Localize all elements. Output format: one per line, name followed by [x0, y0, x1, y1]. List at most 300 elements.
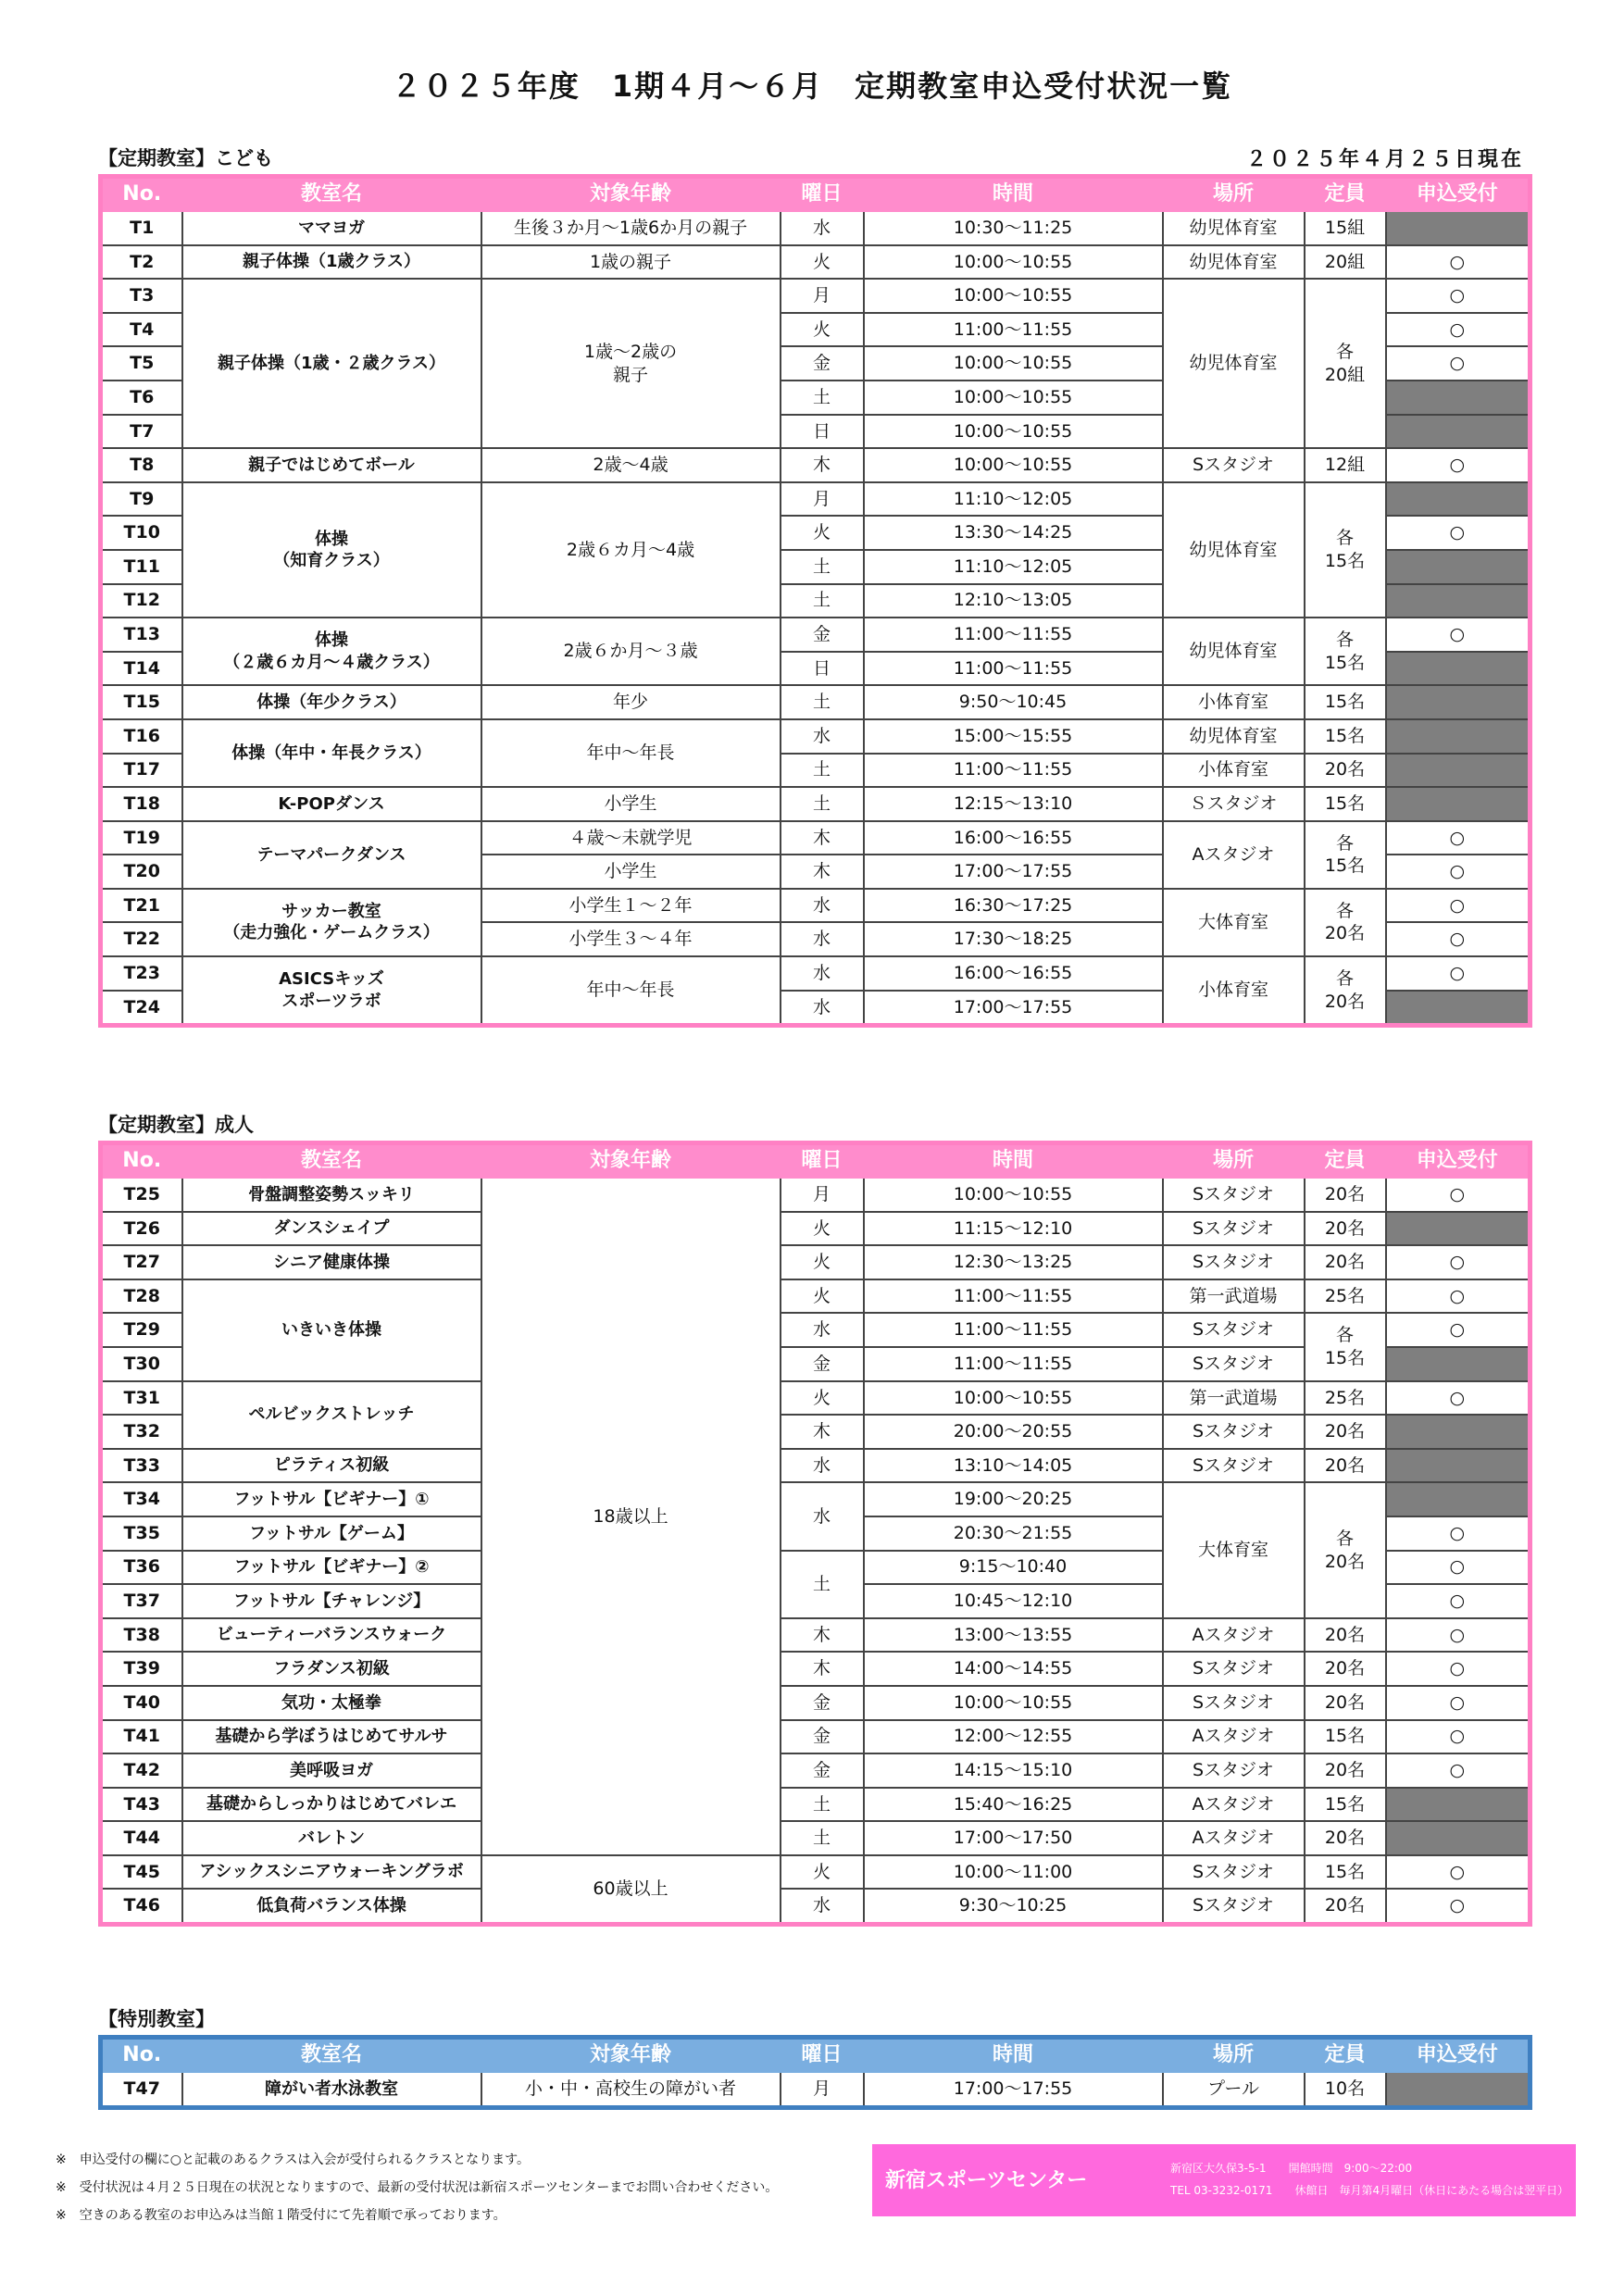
- time-cell: 13:00～13:55: [864, 1618, 1163, 1653]
- no-cell: T5: [101, 346, 182, 381]
- time-cell: 11:00～11:55: [864, 754, 1163, 788]
- time-cell: 20:30～21:55: [864, 1516, 1163, 1551]
- class-name-cell: K-POPダンス: [182, 787, 481, 821]
- status-cell: [1386, 685, 1530, 719]
- status-cell: [1386, 1347, 1530, 1381]
- class-name-cell: 体操（年中・年長クラス）: [182, 719, 481, 787]
- table-row: [101, 448, 1530, 482]
- status-cell: ○: [1386, 618, 1530, 652]
- capacity-cell: 15名: [1305, 787, 1386, 821]
- day-cell: 水: [781, 211, 864, 245]
- table-header-row: [101, 177, 1530, 212]
- class-name-cell: 体操 （２歳６カ月～４歳クラス）: [182, 618, 481, 685]
- age-cell: 年中～年長: [481, 719, 781, 787]
- age-cell: 生後３か月～1歳6か月の親子: [481, 211, 781, 245]
- status-cell: ○: [1386, 1720, 1530, 1754]
- no-cell: T25: [101, 1178, 182, 1212]
- class-name-cell: シニア健康体操: [182, 1245, 481, 1279]
- no-cell: T30: [101, 1347, 182, 1381]
- status-cell: [1386, 652, 1530, 686]
- time-cell: 12:00～12:55: [864, 1720, 1163, 1754]
- class-name-cell: 親子体操（1歳クラス）: [182, 245, 481, 280]
- no-cell: T13: [101, 618, 182, 652]
- capacity-cell: 各 15名: [1305, 618, 1386, 685]
- no-cell: T23: [101, 956, 182, 991]
- age-cell: 60歳以上: [481, 1855, 781, 1925]
- age-cell: 1歳～2歳の 親子: [481, 279, 781, 448]
- time-cell: 12:30～13:25: [864, 1245, 1163, 1279]
- status-cell: ○: [1386, 1279, 1530, 1314]
- no-cell: T11: [101, 550, 182, 584]
- status-cell: ○: [1386, 1686, 1530, 1720]
- no-cell: T41: [101, 1720, 182, 1754]
- status-cell: ○: [1386, 1313, 1530, 1347]
- center-name: 新宿スポーツセンター: [885, 2169, 1088, 2192]
- status-cell: ○: [1386, 1584, 1530, 1618]
- place-cell: Sスタジオ: [1163, 1889, 1305, 1924]
- time-cell: 10:00～10:55: [864, 381, 1163, 415]
- time-cell: 14:15～15:10: [864, 1753, 1163, 1788]
- no-cell: T36: [101, 1551, 182, 1585]
- closed-label: 休館日: [1294, 2184, 1329, 2197]
- table-row: [101, 1618, 1530, 1653]
- day-cell: 月: [781, 1178, 864, 1212]
- no-cell: T20: [101, 855, 182, 889]
- day-cell: 木: [781, 855, 864, 889]
- note: ※ 申込受付の欄に○と記載のあるクラスは入会が受付られるクラスとなります。: [56, 2152, 530, 2167]
- capacity-cell: 20名: [1305, 1753, 1386, 1788]
- class-name-cell: フットサル【ゲーム】: [182, 1516, 481, 1551]
- status-cell: [1386, 584, 1530, 618]
- no-cell: T46: [101, 1889, 182, 1924]
- notes: [56, 2146, 778, 2229]
- time-cell: 9:30～10:25: [864, 1889, 1163, 1924]
- no-cell: T17: [101, 754, 182, 788]
- day-cell: 金: [781, 1347, 864, 1381]
- status-cell: ○: [1386, 1889, 1530, 1924]
- capacity-cell: 20名: [1305, 1618, 1386, 1653]
- capacity-cell: 15名: [1305, 1720, 1386, 1754]
- day-cell: 土: [781, 787, 864, 821]
- status-cell: [1386, 1415, 1530, 1449]
- column-header: 場所: [1163, 1143, 1305, 1179]
- status-cell: [1386, 991, 1530, 1026]
- day-cell: 火: [781, 1381, 864, 1416]
- class-name-cell: ピラティス初級: [182, 1449, 481, 1483]
- place-cell: Sスタジオ: [1163, 1686, 1305, 1720]
- capacity-cell: 20名: [1305, 1449, 1386, 1483]
- column-header: 時間: [864, 2038, 1163, 2073]
- status-cell: [1386, 2072, 1530, 2107]
- status-cell: ○: [1386, 1381, 1530, 1416]
- day-cell: 木: [781, 1415, 864, 1449]
- table-row: [101, 821, 1530, 855]
- time-cell: 12:10～13:05: [864, 584, 1163, 618]
- class-name-cell: 骨盤調整姿勢スッキリ: [182, 1178, 481, 1212]
- place-cell: 幼児体育室: [1163, 245, 1305, 280]
- time-cell: 11:10～12:05: [864, 550, 1163, 584]
- no-cell: T32: [101, 1415, 182, 1449]
- status-cell: [1386, 1482, 1530, 1516]
- class-name-cell: 基礎から学ぼうはじめてサルサ: [182, 1720, 481, 1754]
- status-cell: ○: [1386, 1245, 1530, 1279]
- column-header: 対象年齢: [481, 2038, 781, 2073]
- time-cell: 10:00～10:55: [864, 448, 1163, 482]
- day-cell: 水: [781, 889, 864, 923]
- capacity-cell: 各 15名: [1305, 482, 1386, 618]
- no-cell: T21: [101, 889, 182, 923]
- capacity-cell: 20名: [1305, 1821, 1386, 1855]
- time-cell: 17:00～17:55: [864, 855, 1163, 889]
- capacity-cell: 20名: [1305, 1889, 1386, 1924]
- place-cell: Sスタジオ: [1163, 1449, 1305, 1483]
- place-cell: 小体育室: [1163, 754, 1305, 788]
- day-cell: 火: [781, 1245, 864, 1279]
- day-cell: 土: [781, 1551, 864, 1618]
- day-cell: 水: [781, 1449, 864, 1483]
- place-cell: Sスタジオ: [1163, 448, 1305, 482]
- class-name-cell: フラダンス初級: [182, 1652, 481, 1686]
- place-cell: 幼児体育室: [1163, 211, 1305, 245]
- day-cell: 土: [781, 1788, 864, 1822]
- class-name-cell: バレトン: [182, 1821, 481, 1855]
- status-cell: ○: [1386, 1652, 1530, 1686]
- time-cell: 10:00～10:55: [864, 245, 1163, 280]
- time-cell: 16:00～16:55: [864, 956, 1163, 991]
- table-row: [101, 482, 1530, 517]
- day-cell: 土: [781, 1821, 864, 1855]
- day-cell: 火: [781, 1212, 864, 1246]
- age-cell: 小学生３～４年: [481, 922, 781, 956]
- class-name-cell: アシックスシニアウォーキングラボ: [182, 1855, 481, 1890]
- day-cell: 木: [781, 448, 864, 482]
- place-cell: 幼児体育室: [1163, 482, 1305, 618]
- place-cell: Aスタジオ: [1163, 1720, 1305, 1754]
- no-cell: T22: [101, 922, 182, 956]
- capacity-cell: 15名: [1305, 685, 1386, 719]
- place-cell: 小体育室: [1163, 685, 1305, 719]
- table-row: [101, 1279, 1530, 1314]
- table-row: [101, 1482, 1530, 1516]
- time-cell: 17:00～17:55: [864, 991, 1163, 1026]
- table-row: [101, 211, 1530, 245]
- no-cell: T34: [101, 1482, 182, 1516]
- time-cell: 15:00～15:55: [864, 719, 1163, 754]
- place-cell: Sスタジオ: [1163, 1245, 1305, 1279]
- table-row: [101, 1245, 1530, 1279]
- capacity-cell: 各 20名: [1305, 1482, 1386, 1617]
- column-header: 教室名: [182, 177, 481, 212]
- no-cell: T19: [101, 821, 182, 855]
- day-cell: 水: [781, 991, 864, 1026]
- place-cell: 第一武道場: [1163, 1381, 1305, 1416]
- class-name-cell: フットサル【ビギナー】①: [182, 1482, 481, 1516]
- no-cell: T24: [101, 991, 182, 1026]
- age-cell: 2歳～4歳: [481, 448, 781, 482]
- no-cell: T37: [101, 1584, 182, 1618]
- column-header: No.: [101, 1143, 182, 1179]
- capacity-cell: 20名: [1305, 1415, 1386, 1449]
- day-cell: 水: [781, 956, 864, 991]
- status-cell: [1386, 482, 1530, 517]
- class-name-cell: 低負荷バランス体操: [182, 1889, 481, 1924]
- class-name-cell: 体操 （知育クラス）: [182, 482, 481, 618]
- kids-section-label: 【定期教室】こども: [98, 147, 273, 169]
- column-header: 対象年齢: [481, 177, 781, 212]
- no-cell: T14: [101, 652, 182, 686]
- capacity-cell: 10名: [1305, 2072, 1386, 2107]
- day-cell: 木: [781, 1652, 864, 1686]
- column-header: 時間: [864, 1143, 1163, 1179]
- time-cell: 10:00～10:55: [864, 279, 1163, 313]
- no-cell: T1: [101, 211, 182, 245]
- no-cell: T18: [101, 787, 182, 821]
- day-cell: 土: [781, 550, 864, 584]
- capacity-cell: 20名: [1305, 754, 1386, 788]
- status-cell: ○: [1386, 1618, 1530, 1653]
- place-cell: Sスタジオ: [1163, 1753, 1305, 1788]
- no-cell: T31: [101, 1381, 182, 1416]
- status-cell: [1386, 415, 1530, 449]
- table-row: [101, 1753, 1530, 1788]
- class-name-cell: 体操（年少クラス）: [182, 685, 481, 719]
- time-cell: 11:00～11:55: [864, 1347, 1163, 1381]
- class-name-cell: いきいき体操: [182, 1279, 481, 1381]
- place-cell: Sスタジオ: [1163, 1347, 1305, 1381]
- time-cell: 9:15～10:40: [864, 1551, 1163, 1585]
- time-cell: 13:30～14:25: [864, 516, 1163, 550]
- class-name-cell: サッカー教室 （走力強化・ゲームクラス）: [182, 889, 481, 956]
- no-cell: T3: [101, 279, 182, 313]
- place-cell: Aスタジオ: [1163, 1618, 1305, 1653]
- no-cell: T6: [101, 381, 182, 415]
- no-cell: T12: [101, 584, 182, 618]
- age-cell: 2歳６カ月～4歳: [481, 482, 781, 618]
- status-cell: ○: [1386, 1551, 1530, 1585]
- column-header: 場所: [1163, 177, 1305, 212]
- closed-value: 毎月第4月曜日（休日にあたる場合は翌平日）: [1339, 2184, 1569, 2197]
- capacity-cell: 25名: [1305, 1381, 1386, 1416]
- place-cell: Sスタジオ: [1163, 1855, 1305, 1890]
- as-of-date: ２０２５年４月２５日現在: [1245, 148, 1524, 171]
- column-header: 定員: [1305, 1143, 1386, 1179]
- no-cell: T27: [101, 1245, 182, 1279]
- capacity-cell: 各 20名: [1305, 956, 1386, 1026]
- age-cell: ４歳～未就学児: [481, 821, 781, 855]
- place-cell: Aスタジオ: [1163, 821, 1305, 889]
- day-cell: 金: [781, 1686, 864, 1720]
- table-row: [101, 1720, 1530, 1754]
- time-cell: 11:00～11:55: [864, 313, 1163, 347]
- place-cell: Sスタジオ: [1163, 1313, 1305, 1347]
- table-row: [101, 1381, 1530, 1416]
- class-name-cell: 親子体操（1歳・２歳クラス）: [182, 279, 481, 448]
- class-name-cell: ママヨガ: [182, 211, 481, 245]
- time-cell: 15:40～16:25: [864, 1788, 1163, 1822]
- status-cell: ○: [1386, 922, 1530, 956]
- place-cell: Aスタジオ: [1163, 1821, 1305, 1855]
- time-cell: 11:00～11:55: [864, 652, 1163, 686]
- center-info-box: [872, 2144, 1576, 2216]
- place-cell: 幼児体育室: [1163, 719, 1305, 754]
- place-cell: Sスタジオ: [1163, 1212, 1305, 1246]
- status-cell: ○: [1386, 1178, 1530, 1212]
- no-cell: T44: [101, 1821, 182, 1855]
- no-cell: T28: [101, 1279, 182, 1314]
- table-header-row: [101, 2038, 1530, 2073]
- table-row: [101, 1821, 1530, 1855]
- day-cell: 土: [781, 584, 864, 618]
- day-cell: 金: [781, 618, 864, 652]
- table-row: [101, 245, 1530, 280]
- column-header: 定員: [1305, 2038, 1386, 2073]
- age-cell: 小学生: [481, 855, 781, 889]
- class-name-cell: 障がい者水泳教室: [182, 2072, 481, 2107]
- class-name-cell: 美呼吸ヨガ: [182, 1753, 481, 1788]
- status-cell: [1386, 1788, 1530, 1822]
- day-cell: 火: [781, 516, 864, 550]
- status-cell: [1386, 381, 1530, 415]
- status-cell: [1386, 1821, 1530, 1855]
- adult-schedule-table: [98, 1141, 1532, 1927]
- column-header: 申込受付: [1386, 177, 1530, 212]
- time-cell: 9:50～10:45: [864, 685, 1163, 719]
- special-schedule-table: [98, 2035, 1532, 2110]
- time-cell: 17:00～17:50: [864, 1821, 1163, 1855]
- time-cell: 11:10～12:05: [864, 482, 1163, 517]
- time-cell: 11:00～11:55: [864, 618, 1163, 652]
- day-cell: 木: [781, 1618, 864, 1653]
- status-cell: ○: [1386, 1516, 1530, 1551]
- class-name-cell: ビューティーバランスウォーク: [182, 1618, 481, 1653]
- day-cell: 水: [781, 1482, 864, 1550]
- day-cell: 火: [781, 313, 864, 347]
- time-cell: 16:00～16:55: [864, 821, 1163, 855]
- day-cell: 金: [781, 1720, 864, 1754]
- table-row: [101, 279, 1530, 313]
- time-cell: 10:00～10:55: [864, 1381, 1163, 1416]
- status-cell: ○: [1386, 516, 1530, 550]
- center-address: 新宿区大久保3-5-1: [1170, 2162, 1267, 2175]
- class-name-cell: 基礎からしっかりはじめてバレエ: [182, 1788, 481, 1822]
- day-cell: 水: [781, 922, 864, 956]
- no-cell: T35: [101, 1516, 182, 1551]
- no-cell: T8: [101, 448, 182, 482]
- place-cell: 大体育室: [1163, 889, 1305, 956]
- place-cell: Ｓスタジオ: [1163, 787, 1305, 821]
- status-cell: ○: [1386, 889, 1530, 923]
- column-header: 教室名: [182, 1143, 481, 1179]
- table-header-row: [101, 1143, 1530, 1179]
- table-row: [101, 1652, 1530, 1686]
- age-cell: 小学生１～２年: [481, 889, 781, 923]
- age-cell: 1歳の親子: [481, 245, 781, 280]
- capacity-cell: 各 15名: [1305, 821, 1386, 889]
- table-row: [101, 1178, 1530, 1212]
- time-cell: 14:00～14:55: [864, 1652, 1163, 1686]
- class-name-cell: フットサル【ビギナー】②: [182, 1551, 481, 1585]
- time-cell: 11:00～11:55: [864, 1313, 1163, 1347]
- table-row: [101, 889, 1530, 923]
- place-cell: 第一武道場: [1163, 1279, 1305, 1314]
- no-cell: T15: [101, 685, 182, 719]
- place-cell: 幼児体育室: [1163, 618, 1305, 685]
- table-row: [101, 1889, 1530, 1924]
- status-cell: ○: [1386, 346, 1530, 381]
- no-cell: T2: [101, 245, 182, 280]
- capacity-cell: 各 15名: [1305, 1313, 1386, 1380]
- time-cell: 10:00～10:55: [864, 1686, 1163, 1720]
- no-cell: T10: [101, 516, 182, 550]
- capacity-cell: 20名: [1305, 1178, 1386, 1212]
- status-cell: ○: [1386, 245, 1530, 280]
- time-cell: 20:00～20:55: [864, 1415, 1163, 1449]
- page-title: ２０２５年度 1期４月～６月 定期教室申込受付状況一覧: [391, 69, 1233, 104]
- status-cell: [1386, 550, 1530, 584]
- time-cell: 11:00～11:55: [864, 1279, 1163, 1314]
- place-cell: 大体育室: [1163, 1482, 1305, 1617]
- no-cell: T42: [101, 1753, 182, 1788]
- status-cell: [1386, 787, 1530, 821]
- place-cell: 小体育室: [1163, 956, 1305, 1026]
- column-header: 時間: [864, 177, 1163, 212]
- table-row: [101, 787, 1530, 821]
- place-cell: Sスタジオ: [1163, 1178, 1305, 1212]
- kids-schedule-table: [98, 174, 1532, 1028]
- day-cell: 火: [781, 1279, 864, 1314]
- day-cell: 水: [781, 1313, 864, 1347]
- column-header: 場所: [1163, 2038, 1305, 2073]
- time-cell: 17:30～18:25: [864, 922, 1163, 956]
- table-row: [101, 618, 1530, 652]
- time-cell: 10:00～11:00: [864, 1855, 1163, 1890]
- special-section-label: 【特別教室】: [98, 2008, 215, 2030]
- no-cell: T4: [101, 313, 182, 347]
- age-cell: 年中～年長: [481, 956, 781, 1026]
- class-name-cell: 気功・太極拳: [182, 1686, 481, 1720]
- no-cell: T45: [101, 1855, 182, 1890]
- capacity-cell: 各 20組: [1305, 279, 1386, 448]
- age-cell: 2歳６か月～３歳: [481, 618, 781, 685]
- age-cell: 年少: [481, 685, 781, 719]
- day-cell: 土: [781, 754, 864, 788]
- day-cell: 月: [781, 279, 864, 313]
- place-cell: 幼児体育室: [1163, 279, 1305, 448]
- capacity-cell: 15名: [1305, 1855, 1386, 1890]
- no-cell: T7: [101, 415, 182, 449]
- day-cell: 木: [781, 821, 864, 855]
- column-header: 申込受付: [1386, 1143, 1530, 1179]
- status-cell: ○: [1386, 313, 1530, 347]
- class-name-cell: ペルビックストレッチ: [182, 1381, 481, 1449]
- place-cell: Sスタジオ: [1163, 1415, 1305, 1449]
- status-cell: ○: [1386, 448, 1530, 482]
- class-name-cell: テーマパークダンス: [182, 821, 481, 889]
- day-cell: 日: [781, 415, 864, 449]
- center-tel: TEL 03-3232-0171: [1170, 2184, 1273, 2197]
- status-cell: [1386, 1212, 1530, 1246]
- column-header: 曜日: [781, 177, 864, 212]
- no-cell: T40: [101, 1686, 182, 1720]
- table-row: [101, 1855, 1530, 1890]
- day-cell: 土: [781, 685, 864, 719]
- note: ※ 受付状況は４月２５日現在の状況となりますので、最新の受付状況は新宿スポーツセンターまでお問い合わせください。: [56, 2180, 779, 2195]
- place-cell: Aスタジオ: [1163, 1788, 1305, 1822]
- age-cell: 小学生: [481, 787, 781, 821]
- table-row: [101, 2072, 1530, 2107]
- class-name-cell: フットサル【チャレンジ】: [182, 1584, 481, 1618]
- table-row: [101, 1788, 1530, 1822]
